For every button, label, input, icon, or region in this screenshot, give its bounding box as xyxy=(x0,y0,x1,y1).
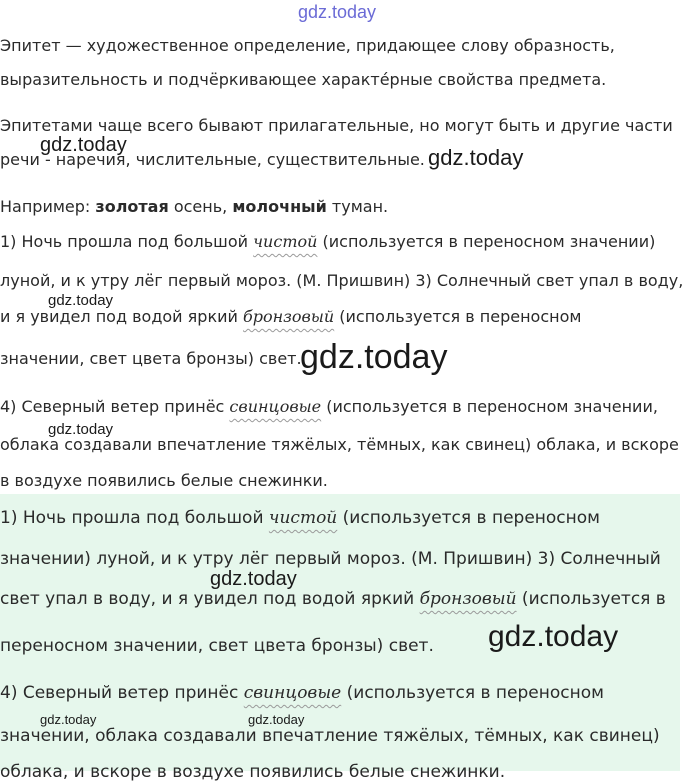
watermark: gdz.today xyxy=(488,620,619,653)
example-word-2: молочный xyxy=(232,197,327,216)
text-line-2: луной, и к утру лёг первый мороз. (М. Пришвин) 3) Солнечный свет упал в воду, xyxy=(0,271,683,290)
example-suffix: туман. xyxy=(326,197,389,216)
text-span: 4) Северный ветер принёс xyxy=(0,397,230,416)
definition-line-4: речи - наречия, числительные, существительные. xyxy=(0,150,425,169)
answer-line-1 xyxy=(0,508,600,528)
text-span: (используется в переносном xyxy=(334,307,582,326)
watermark: gdz.today xyxy=(40,134,127,156)
epithet-word: свинцовые xyxy=(243,683,342,703)
watermark: gdz.today xyxy=(210,568,297,590)
answer-line-6: значении, облака создавали впечатление тяжёлых, тёмных, как свинец) xyxy=(0,726,660,746)
watermark: gdz.today xyxy=(40,712,97,727)
text-span: (используется в переносном xyxy=(341,683,604,703)
text-span: (используется в переносном xyxy=(337,508,600,528)
epithet-word: чистой xyxy=(268,508,338,528)
text-span: 1) Ночь прошла под большой xyxy=(0,232,254,251)
text-span: 1) Ночь прошла под большой xyxy=(0,508,269,528)
answer-line-7: облака, и вскоре в воздухе появились белые снежинки. xyxy=(0,762,506,782)
watermark: gdz.today xyxy=(48,292,114,309)
text-line-3 xyxy=(0,307,581,327)
text-line-4: значении, свет цвета бронзы) свет. xyxy=(0,349,302,368)
text-span: (используется в переносном значении, xyxy=(321,397,658,416)
definition-line-2: выразительность и подчёркивающее характе́рные свойства предмета. xyxy=(0,70,607,89)
answer-line-3 xyxy=(0,589,666,609)
text-span: свет упал в воду, и я увидел под водой яркий xyxy=(0,589,420,609)
text-span: и я увидел под водой яркий xyxy=(0,307,243,326)
epithet-word: свинцовые xyxy=(229,397,322,416)
epithet-word: бронзовый xyxy=(243,307,335,326)
epithet-word: бронзовый xyxy=(419,589,517,609)
text-span: (используется в xyxy=(516,589,666,609)
example-prefix: Например: xyxy=(0,197,96,216)
example-word-1: золотая xyxy=(95,197,169,216)
text-line-5 xyxy=(0,397,658,417)
watermark: gdz.today xyxy=(428,145,524,170)
text-line-7: в воздухе появились белые снежинки. xyxy=(0,471,328,490)
answer-line-2: значении) луной, и к утру лёг первый мороз. (М. Пришвин) 3) Солнечный xyxy=(0,549,661,569)
epithet-word: чистой xyxy=(253,232,318,251)
example-line xyxy=(0,197,388,217)
watermark: gdz.today xyxy=(298,2,377,22)
answer-line-4: переносном значении, свет цвета бронзы) свет. xyxy=(0,636,434,656)
watermark: gdz.today xyxy=(48,421,114,438)
text-line-1 xyxy=(0,232,655,252)
text-line-6: облака создавали впечатление тяжёлых, тёмных, как свинец) облака, и вскоре xyxy=(0,435,679,454)
watermark: gdz.today xyxy=(248,712,305,727)
example-mid: осень, xyxy=(168,197,233,216)
text-span: (используется в переносном значении) xyxy=(317,232,656,251)
text-span: 4) Северный ветер принёс xyxy=(0,683,244,703)
answer-line-5 xyxy=(0,683,604,703)
watermark: gdz.today xyxy=(300,338,448,376)
definition-line-3: Эпитетами чаще всего бывают прилагательные, но могут быть и другие части xyxy=(0,116,673,135)
definition-line-1: Эпитет — художественное определение, придающее слову образность, xyxy=(0,36,615,55)
